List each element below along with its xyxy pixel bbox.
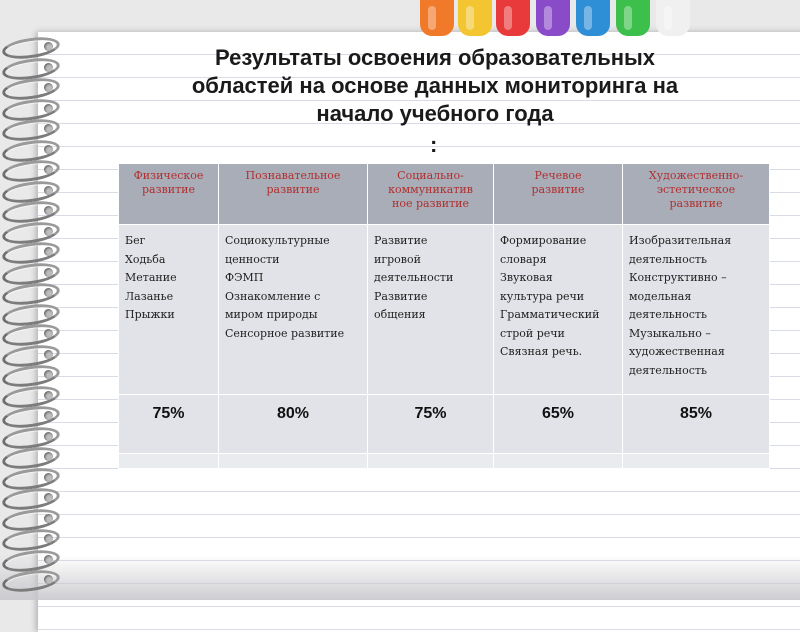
punch-hole-icon [44,165,53,174]
area-cell-line: Бег [125,234,146,247]
area-cell-line: Прыжки [125,308,175,321]
column-header-line: эстетическое [656,183,736,196]
empty-cell [219,454,368,469]
title-line: областей на основе данных мониторинга на [191,73,679,98]
area-cell-line: миром природы [225,308,318,321]
area-cell-line: художественная [629,345,725,358]
area-cell-line: ценности [225,252,280,266]
column-header [119,164,219,225]
punch-hole-icon [44,104,53,113]
punch-hole-icon [44,329,53,338]
title-line: начало учебного года [316,101,554,126]
area-cell-line: ФЭМП [225,271,264,284]
column-header-line: развитие [531,183,585,196]
column-header-line: развитие [669,197,723,210]
areas-row [119,225,770,395]
column-header [494,164,623,225]
area-cell-line: Изобразительная [629,234,732,247]
percentage-cell: 85% [623,395,770,454]
column-header [219,164,368,225]
area-cell-line: Ознакомление с [225,289,321,303]
punch-hole-icon [44,124,53,133]
punch-hole-icon [44,370,53,379]
punch-hole-icon [44,186,53,195]
area-cell-line: Формирование [500,234,587,247]
column-header-line: ное развитие [391,197,469,210]
column-header-line: Социально- [397,169,464,182]
percentage-cell: 75% [368,395,494,454]
area-cell-line: деятельность [629,308,707,321]
punch-hole-icon [44,555,53,564]
area-cell-line: общения [374,308,426,321]
area-cell-line: Лазанье [125,289,174,303]
punch-hole-icon [44,309,53,318]
area-cell-line: строй речи [500,326,565,340]
page-edge-shadow [0,555,800,600]
punch-hole-icon [44,63,53,72]
area-cell-line: Сенсорное развитие [225,326,345,340]
punch-hole-icon [44,534,53,543]
area-cell [219,225,368,395]
area-cell [623,225,770,395]
percent-row [119,395,770,454]
column-header-line: Художественно- [648,169,744,182]
punch-hole-icon [44,42,53,51]
title-line: Результаты освоения образовательных [214,45,656,70]
pencil-icon [616,0,650,36]
punch-hole-icon [44,432,53,441]
area-cell-line: Связная речь. [500,345,583,358]
percentage-cell: 75% [119,395,219,454]
punch-hole-icon [44,493,53,502]
area-cell-line: словаря [500,252,547,266]
monitoring-table [118,163,770,469]
column-header-line: коммуникатив [388,183,473,196]
punch-hole-icon [44,83,53,92]
column-header-line: Физическое [133,169,204,182]
empty-cell [119,454,219,469]
area-cell-line: Социокультурные [225,234,330,247]
area-cell-line: Грамматический [500,308,600,321]
punch-hole-icon [44,227,53,236]
area-cell-line: Развитие [374,289,428,303]
pencil-icon [458,0,492,36]
punch-hole-icon [44,391,53,400]
pencil-icon [420,0,454,36]
column-header [623,164,770,225]
area-cell-line: Ходьба [125,252,166,266]
spiral-binding [0,38,60,598]
filler-row [119,454,770,469]
area-cell-line: Метание [125,271,177,284]
area-cell-line: деятельность [629,363,707,377]
punch-hole-icon [44,514,53,523]
punch-hole-icon [44,206,53,215]
empty-cell [623,454,770,469]
area-cell-line: Музыкально – [629,326,711,340]
column-header-line: развитие [141,183,196,196]
column-header [368,164,494,225]
percentage-cell: 65% [494,395,623,454]
pencil-icon [656,0,690,36]
area-cell-line: Конструктивно – [629,271,727,284]
punch-hole-icon [44,288,53,297]
empty-cell [494,454,623,469]
column-header-line: развитие [266,183,320,196]
pencil-icon [576,0,610,36]
empty-cell [368,454,494,469]
area-cell-line: деятельность [629,252,707,266]
page-title [130,44,740,128]
colored-pencils [420,0,800,38]
punch-hole-icon [44,247,53,256]
title-colon: : [430,132,438,157]
area-cell-line: Развитие [374,234,428,247]
area-cell-line: модельная [629,289,692,303]
area-cell-line: Звуковая [500,271,553,284]
punch-hole-icon [44,350,53,359]
punch-hole-icon [44,268,53,277]
pencil-icon [536,0,570,36]
punch-hole-icon [44,411,53,420]
area-cell [119,225,219,395]
pencil-icon [496,0,530,36]
header-row [119,164,770,225]
area-cell-line: игровой [374,252,421,266]
column-header-line: Познавательное [245,169,341,182]
area-cell [494,225,623,395]
area-cell-line: деятельности [374,271,454,284]
punch-hole-icon [44,575,53,584]
punch-hole-icon [44,145,53,154]
area-cell [368,225,494,395]
punch-hole-icon [44,473,53,482]
punch-hole-icon [44,452,53,461]
column-header-line: Речевое [534,169,582,182]
area-cell-line: культура речи [500,289,585,303]
percentage-cell: 80% [219,395,368,454]
